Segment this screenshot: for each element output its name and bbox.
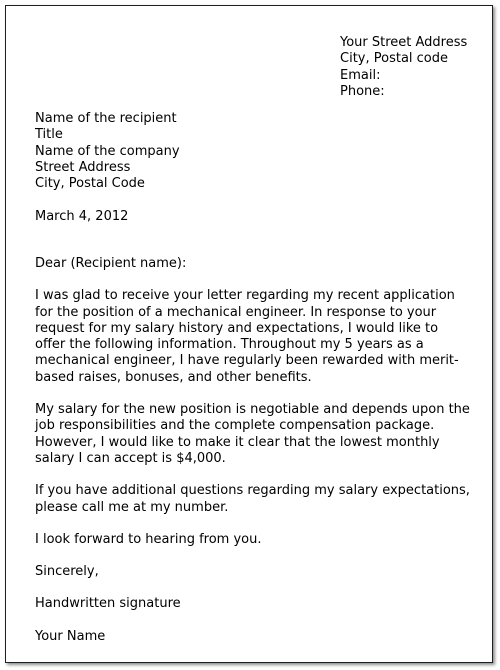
closing <box>35 564 480 580</box>
sender-address-block <box>340 35 467 100</box>
paragraph-line: based raises, bonuses, and other benefits. <box>35 369 312 385</box>
paragraph-line: job responsibilities and the complete compensation package. <box>35 418 435 434</box>
signature <box>35 596 480 612</box>
paragraph-line: My salary for the new position is negotiable and depends upon the <box>35 402 470 418</box>
paragraph-line: request for my salary history and expectations, I would like to <box>35 320 439 336</box>
paragraph-line: However, I would like to make it clear that the lowest monthly <box>35 434 440 450</box>
sender-email: Email: <box>340 67 381 83</box>
letter-body <box>35 256 480 661</box>
sender-phone: Phone: <box>340 83 385 99</box>
paragraph-3 <box>35 483 480 516</box>
salutation-text: Dear (Recipient name): <box>35 256 187 271</box>
paragraph-line: If you have additional questions regarding my salary expectations, <box>35 483 470 499</box>
paragraph-2 <box>35 402 480 467</box>
paragraph-1 <box>35 288 480 386</box>
recipient-city: City, Postal Code <box>35 176 145 192</box>
paragraph-line: offer the following information. Throughout my 5 years as a <box>35 337 424 353</box>
signer-name: Your Name <box>35 628 106 644</box>
signer <box>35 629 480 645</box>
recipient-street: Street Address <box>35 159 131 175</box>
paragraph-4 <box>35 532 480 548</box>
paragraph-line: I look forward to hearing from you. <box>35 531 262 547</box>
paragraph-line: I was glad to receive your letter regarding my recent application <box>35 288 455 304</box>
sender-city: City, Postal code <box>340 51 449 67</box>
sender-street: Your Street Address <box>340 35 468 50</box>
paragraph-line: salary I can accept is $4,000. <box>35 450 226 466</box>
signature-text: Handwritten signature <box>35 596 181 612</box>
letter-page <box>5 5 493 663</box>
paragraph-line: for the position of a mechanical engineer. In response to your <box>35 304 437 320</box>
recipient-address-block <box>35 111 180 192</box>
closing-text: Sincerely, <box>35 564 99 580</box>
paragraph-line: mechanical engineer, I have regularly been rewarded with merit- <box>35 353 459 369</box>
recipient-name: Name of the recipient <box>35 111 177 126</box>
recipient-title: Title <box>35 127 63 143</box>
recipient-company: Name of the company <box>35 143 180 159</box>
paragraph-line: please call me at my number. <box>35 499 229 515</box>
letter-date: March 4, 2012 <box>35 209 129 224</box>
salutation <box>35 256 480 272</box>
